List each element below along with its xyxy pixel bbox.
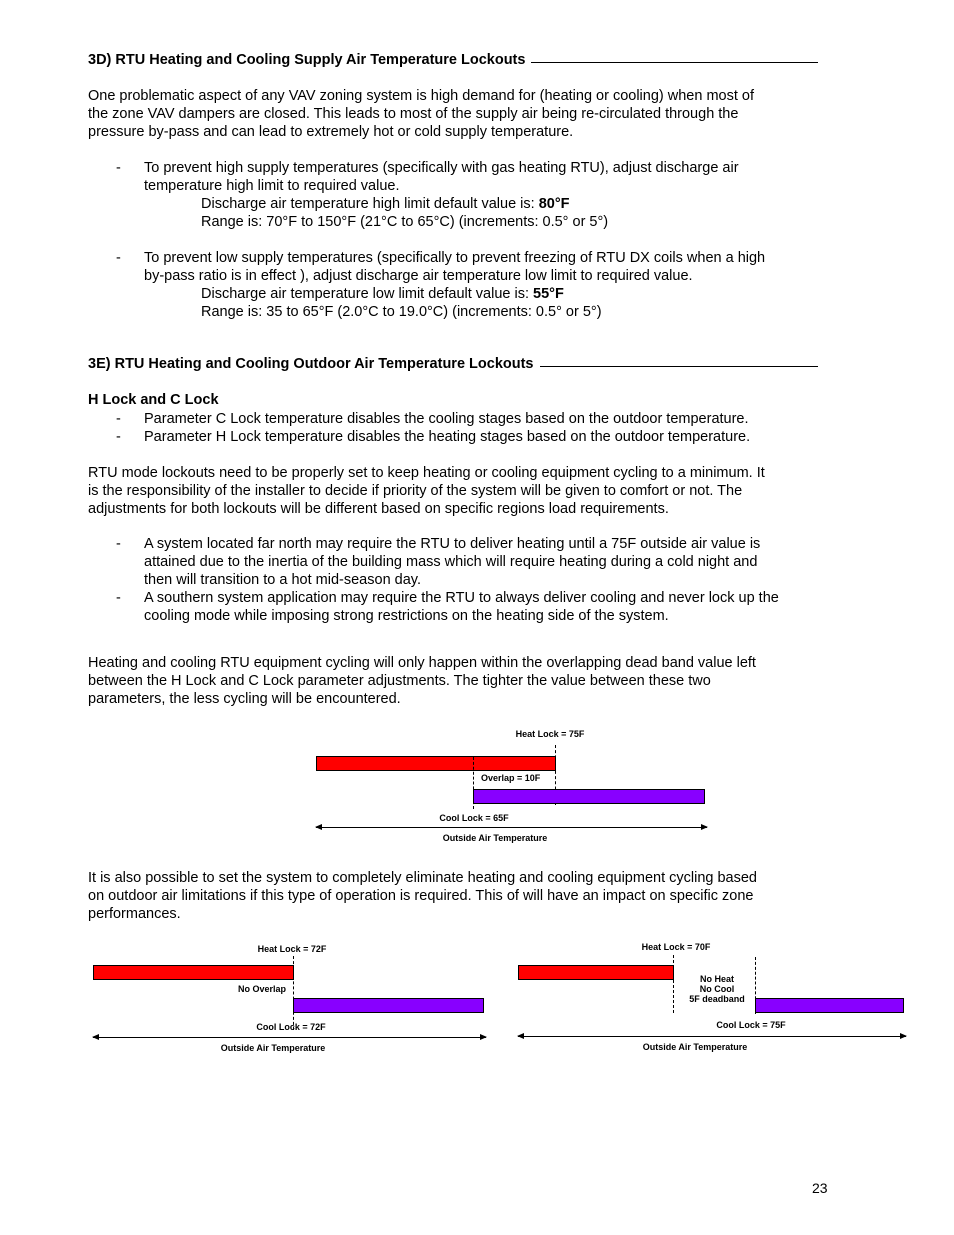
cycling-paragraph bbox=[88, 654, 848, 708]
heating-bar bbox=[518, 965, 674, 980]
para-line: Heating and cooling RTU equipment cycling will only happen within the overlapping dead band value left bbox=[88, 655, 756, 671]
bullet-line: attained due to the inertia of the building mass which will require heating during a cold night and bbox=[144, 554, 758, 570]
cool-lock-marker bbox=[473, 757, 474, 809]
axis-label: Outside Air Temperature bbox=[220, 1043, 326, 1053]
cooling-bar bbox=[473, 789, 705, 804]
deadband-line: No Heat bbox=[699, 974, 734, 984]
cool-lock-label: Cool Lock = 65F bbox=[439, 813, 509, 823]
low-limit-bullet: - To prevent low supply temperatures (specifically to prevent freezing of RTU DX coils when a high by-pass ratio is in effect ), adjust discharge air temperature low limit to required value. Discharge air temperature low limit default value is: 55°F Range is: 35 to 65°F (2.0°C to 19.0°C) (increments: 0.5° or 5°) bbox=[144, 249, 844, 321]
section-3e-heading bbox=[88, 356, 818, 372]
no-overlap-label: No Overlap bbox=[238, 984, 287, 994]
region-bullets bbox=[116, 535, 864, 625]
low-limit-default bbox=[144, 285, 844, 303]
deadband-line: 5F deadband bbox=[689, 994, 745, 1004]
section-3d-intro bbox=[88, 87, 848, 141]
section-3d-title: 3D) RTU Heating and Cooling Supply Air Temperature Lockouts bbox=[88, 52, 526, 68]
section-3e-title: 3E) RTU Heating and Cooling Outdoor Air Temperature Lockouts bbox=[88, 356, 534, 372]
heat-lock-label: Heat Lock = 72F bbox=[257, 944, 327, 954]
region-bullet-south: - A southern system application may require the RTU to always deliver cooling and never lock up the cooling mode while imposing strong restrictions on the heating side of the system. bbox=[144, 589, 864, 625]
low-limit-range: Range is: 35 to 65°F (2.0°C to 19.0°C) (increments: 0.5° or 5°) bbox=[201, 304, 602, 320]
heat-lock-marker bbox=[673, 955, 674, 1013]
para-line: on outdoor air limitations if this type of operation is required. This of will have an impact on specific zone bbox=[88, 888, 754, 904]
para-line: parameters, the less cycling will be encountered. bbox=[88, 691, 401, 707]
para-line: between the H Lock and C Lock parameter adjustments. The tighter the value between these two bbox=[88, 673, 711, 689]
para-line: It is also possible to set the system to completely eliminate heating and cooling equipment cycling based bbox=[88, 870, 757, 886]
axis-label: Outside Air Temperature bbox=[442, 833, 548, 843]
region-bullet-north: - A system located far north may require the RTU to deliver heating until a 75F outside air value is attained due to the inertia of the building mass which will require heating during a cold night and then will transition to a hot mid-season day. bbox=[144, 535, 864, 589]
lock-marker bbox=[293, 956, 294, 1030]
axis-arrow bbox=[316, 827, 707, 828]
intro-line: One problematic aspect of any VAV zoning system is high demand for (heating or cooling) when most of bbox=[88, 88, 755, 104]
cooling-bar bbox=[293, 998, 484, 1013]
section-3d-heading bbox=[88, 52, 818, 68]
heat-lock-label: Heat Lock = 70F bbox=[641, 942, 711, 952]
lock-bullet: - Parameter H Lock temperature disables the heating stages based on the outdoor temperature. bbox=[116, 429, 751, 445]
default-label: Discharge air temperature high limit default value is: bbox=[201, 196, 539, 212]
deadband-line: No Cool bbox=[699, 984, 735, 994]
high-limit-default bbox=[144, 195, 844, 213]
bullet-text: Parameter C Lock temperature disables the cooling stages based on the outdoor temperature. bbox=[144, 411, 749, 427]
overlap-label: Overlap = 10F bbox=[481, 773, 541, 783]
para-line: adjustments for both lockouts will be different based on specific regions load requirements. bbox=[88, 501, 669, 517]
bullet-line: To prevent low supply temperatures (specifically to prevent freezing of RTU DX coils when a high bbox=[144, 250, 766, 266]
bullet-line: A southern system application may require the RTU to always deliver cooling and never lock up the bbox=[144, 590, 779, 606]
para-line: RTU mode lockouts need to be properly set to keep heating or cooling equipment cycling to a minimum. It bbox=[88, 465, 765, 481]
cool-lock-marker bbox=[755, 957, 756, 1014]
default-value: 55°F bbox=[533, 286, 564, 302]
axis-label: Outside Air Temperature bbox=[642, 1042, 748, 1052]
bullet-text: Parameter H Lock temperature disables the heating stages based on the outdoor temperature. bbox=[144, 429, 751, 445]
default-label: Discharge air temperature low limit default value is: bbox=[201, 286, 534, 302]
lock-bullets bbox=[116, 410, 864, 446]
cool-lock-label: Cool Lock = 75F bbox=[716, 1020, 786, 1030]
bullet-line: A system located far north may require the RTU to deliver heating until a 75F outside air value is bbox=[144, 536, 761, 552]
page-number: 23 bbox=[812, 1180, 828, 1196]
intro-line: the zone VAV dampers are closed. This leads to most of the supply air being re-circulated through the bbox=[88, 106, 739, 122]
cooling-bar bbox=[755, 998, 904, 1013]
heat-lock-label: Heat Lock = 75F bbox=[515, 729, 585, 739]
bullet-line: then will transition to a hot mid-season day. bbox=[144, 572, 421, 588]
cool-lock-label: Cool Lock = 72F bbox=[256, 1022, 326, 1032]
bullet-line: by-pass ratio is in effect ), adjust discharge air temperature low limit to required value. bbox=[144, 268, 693, 284]
high-limit-bullet: - To prevent high supply temperatures (specifically with gas heating RTU), adjust discharge air temperature high limit to required value. Discharge air temperature high limit default value is: 80°F Range is: 70°F to 150°F (21°C to 65°C) (increments: 0.5° or 5°) bbox=[144, 159, 844, 231]
default-value: 80°F bbox=[538, 196, 570, 212]
para-line: performances. bbox=[88, 906, 181, 922]
lock-bullet: - Parameter C Lock temperature disables the cooling stages based on the outdoor temperature. bbox=[116, 411, 749, 427]
bullet-line: temperature high limit to required value. bbox=[144, 178, 400, 194]
lockout-paragraph bbox=[88, 464, 848, 518]
lock-subheading: H Lock and C Lock bbox=[88, 392, 219, 408]
elimination-paragraph bbox=[88, 869, 848, 923]
bullet-line: cooling mode while imposing strong restrictions on the heating side of the system. bbox=[144, 608, 669, 624]
axis-arrow bbox=[518, 1036, 906, 1037]
heating-bar bbox=[316, 756, 556, 771]
intro-line: pressure by-pass and can lead to extremely hot or cold supply temperature. bbox=[88, 124, 574, 140]
deadband-label bbox=[682, 974, 752, 1004]
para-line: is the responsibility of the installer to decide if priority of the system will be given to comfort or not. The bbox=[88, 483, 743, 499]
high-limit-range: Range is: 70°F to 150°F (21°C to 65°C) (increments: 0.5° or 5°) bbox=[201, 214, 609, 230]
heating-bar bbox=[93, 965, 294, 980]
axis-arrow bbox=[93, 1037, 486, 1038]
bullet-line: To prevent high supply temperatures (specifically with gas heating RTU), adjust discharge air bbox=[144, 160, 739, 176]
heat-lock-marker bbox=[555, 745, 556, 805]
